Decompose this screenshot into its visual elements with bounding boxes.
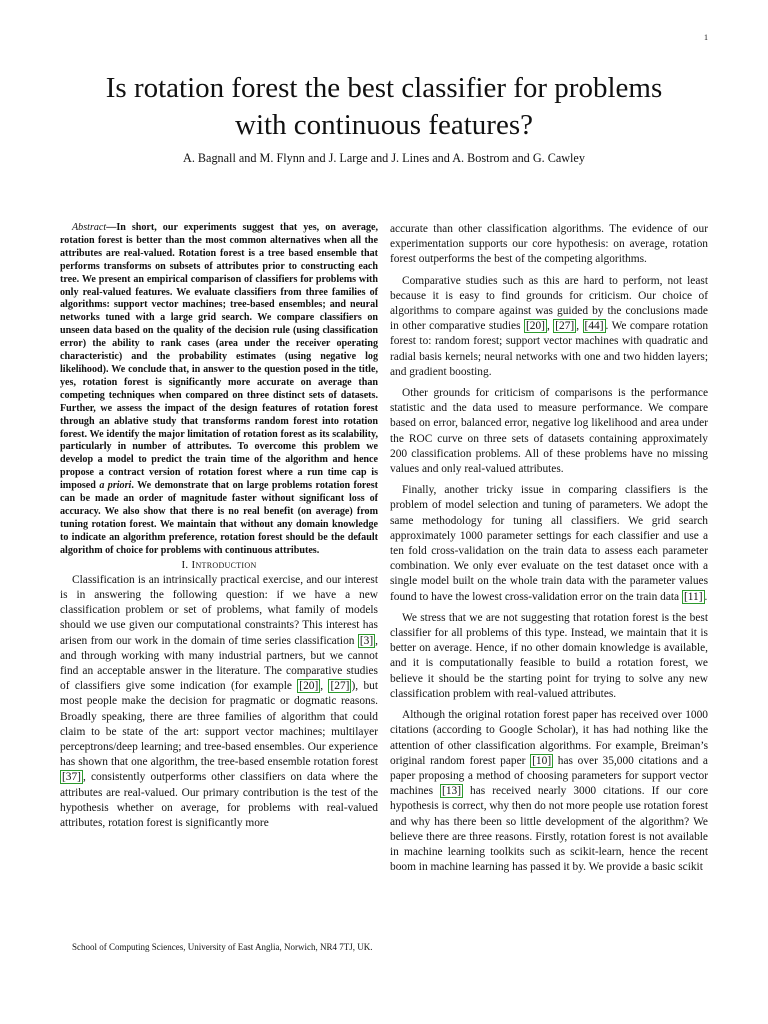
- page-number: 1: [704, 33, 708, 42]
- intro-paragraph-5: We stress that we are not suggesting that rotation forest is the best classifier for all problems of this type. Instead, we maintain that it is better on average. Hence, if no other domain knowledge is available, and it is computationally feasible to build a rotation forest, we believe it should be the starting point for trying to solve any new classification problem with real-valued attributes.: [390, 611, 708, 700]
- right-column: [390, 222, 708, 875]
- abstract-text-2: . We demonstrate that on large problems rotation forest can be made an order of magnitude faster without significant loss of accuracy. We also show that there is no real benefit (on average) from tuning rotation forest. We maintain that without any domain knowledge to indicate an algorithm preference, rotation forest should be the default algorithm of choice for problems with continuous attributes.: [60, 480, 378, 556]
- citation-link[interactable]: [44]: [584, 320, 604, 333]
- intro-paragraph-2: [390, 274, 708, 380]
- intro-paragraph-1: [60, 573, 378, 831]
- section-heading-introduction: I. Introduction: [181, 558, 257, 571]
- text-run: ,: [546, 320, 554, 333]
- text-run: Comparative studies such as this are hard to perform, not least because it is easy to find grounds for criticism. Our choice of algorithms to compare against was guided by the conclusions made in other comparative studies: [390, 274, 708, 333]
- text-run: .: [704, 590, 708, 603]
- text-run: . We compare rotation forest to: random forest; support vector machines with quadratic and radial basis kernels; neural networks with one and two hidden layers; and gradient boosting.: [390, 320, 709, 378]
- citation-link[interactable]: [27]: [330, 680, 350, 693]
- text-run: has received nearly 3000 citations. If our core hypothesis is correct, why then do not more people use rotation forest and why has there been so little development of the algorithm? We believe there are three reasons. Firstly, rotation forest is not available in machine learning toolkits such as scikit-learn, hence the recent boom in machine learning has passed it by. We provide a basic scikit: [390, 785, 708, 874]
- title-line-2: with continuous features?: [235, 109, 533, 141]
- intro-paragraph-3: Other grounds for criticism of comparisons is the performance statistic and the data used to measure performance. We compare based on error, balanced error, negative log likelihood and area under the ROC curve on three sets of datasets containing approximately 200 classification problems. All of these problems have no missing values and only real-valued attributes.: [390, 387, 708, 476]
- citation-link[interactable]: [37]: [62, 771, 81, 784]
- text-run: , consistently outperforms other classifiers on data where the attributes are real-valued. Our primary contribution is the test of the hypothesis whether on average, for problems with real-valued attributes, rotation forest is significantly more: [60, 771, 378, 830]
- text-run: Classification is an intrinsically practical exercise, and our interest is in answering the following question: if we have a new classification problem or set of problems, what family of models should we use given our computational constraints? This interest has arisen from our work in the domain of time series classification: [60, 573, 378, 647]
- citation-link[interactable]: [3]: [359, 634, 374, 647]
- paper-title: [40, 70, 728, 144]
- citation-link[interactable]: [13]: [442, 785, 462, 798]
- text-run: ,: [576, 320, 583, 333]
- citation-link[interactable]: [10]: [532, 754, 552, 767]
- text-run: Although the original rotation forest paper has received over 1000 citations (according to Google Scholar), it has had nothing like the attention of other classification algorithms. For example, Breiman’s original random forest paper: [390, 709, 708, 767]
- citation-link[interactable]: [20]: [525, 320, 545, 333]
- text-run: ,: [320, 680, 329, 693]
- abstract-label: Abstract: [72, 222, 107, 233]
- left-column: [60, 222, 378, 831]
- affiliation-footnote: School of Computing Sciences, University of East Anglia, Norwich, NR4 7TJ, UK.: [72, 942, 373, 952]
- title-line-1: Is rotation forest the best classifier for problems: [105, 72, 663, 104]
- abstract: [60, 222, 378, 558]
- text-run: has over 35,000 citations and a paper proposing a method of choosing parameters for support vector machines: [390, 754, 708, 798]
- citation-link[interactable]: [11]: [683, 590, 703, 603]
- intro-paragraph-4: [390, 483, 708, 605]
- citation-link[interactable]: [27]: [555, 320, 575, 333]
- text-run: , and through working with many industrial partners, but we cannot find an acceptable answer in the literature. The comparative studies of classifiers give some indication (for example: [60, 634, 378, 693]
- author-list: A. Bagnall and M. Flynn and J. Large and J. Lines and A. Bostrom and G. Cawley: [183, 151, 585, 165]
- citation-link[interactable]: [20]: [299, 680, 319, 693]
- abstract-italic: a priori: [99, 480, 132, 492]
- text-run: ), but most people make the decision for pragmatic or dogmatic reasons. Broadly speaking, there are three families of algorithm that could claim to be state of the art: support vector machines; multilayer perceptrons/deep learning; and tree-based ensembles. Our experience has shown that one algorithm, the tree-based ensemble rotation forest: [60, 680, 379, 769]
- text-run: Finally, another tricky issue in comparing classifiers is the problem of model selection and tuning of parameters. We adopt the same methodology for tuning all classifiers. We grid search approximately 1000 parameter settings for each classifier and use a ten fold cross-validation on the train data to assess each parameter combination. We only ever evaluate on the test dataset once with a single model built on the whole train data with the parameter values found to have the lowest cross-validation error on the train data: [390, 484, 708, 603]
- abstract-text-1: —In short, our experiments suggest that yes, on average, rotation forest is better than the most common alternatives when all the attributes are real-valued. Rotation forest is a tree based ensemble that performs transforms on subsets of attributes prior to constructing each tree. We present an empirical comparison of classifiers for problems with only real-valued features. We evaluate classifiers from three families of algorithms: support vector machines; tree-based ensembles; and neural networks tuned with a large grid search. We compare classifiers on unseen data based on the quality of the decision rule (using classification error) the ability to rank cases (area under the receiver operating characteristic) and the probability estimates (using negative log likelihood). We conclude that, in answer to the question posed in the title, yes, rotation forest is significantly more accurate on average than competing techniques when compared on three distinct sets of datasets. Further, we assess the impact of the design features of rotation forest through an ablative study that transforms random forest into rotation forest. We identify the major limitation of rotation forest as its scalability, particularly in number of attributes. To overcome this problem we develop a model to predict the train time of the algorithm and hence propose a contract version of rotation forest where a run time cap is imposed: [60, 222, 378, 492]
- intro-paragraph-continued: accurate than other classification algorithms. The evidence of our experimentation supports our core hypothesis: on average, rotation forest outperforms the best of the competing algorithms.: [390, 223, 708, 266]
- intro-paragraph-6: [390, 708, 708, 875]
